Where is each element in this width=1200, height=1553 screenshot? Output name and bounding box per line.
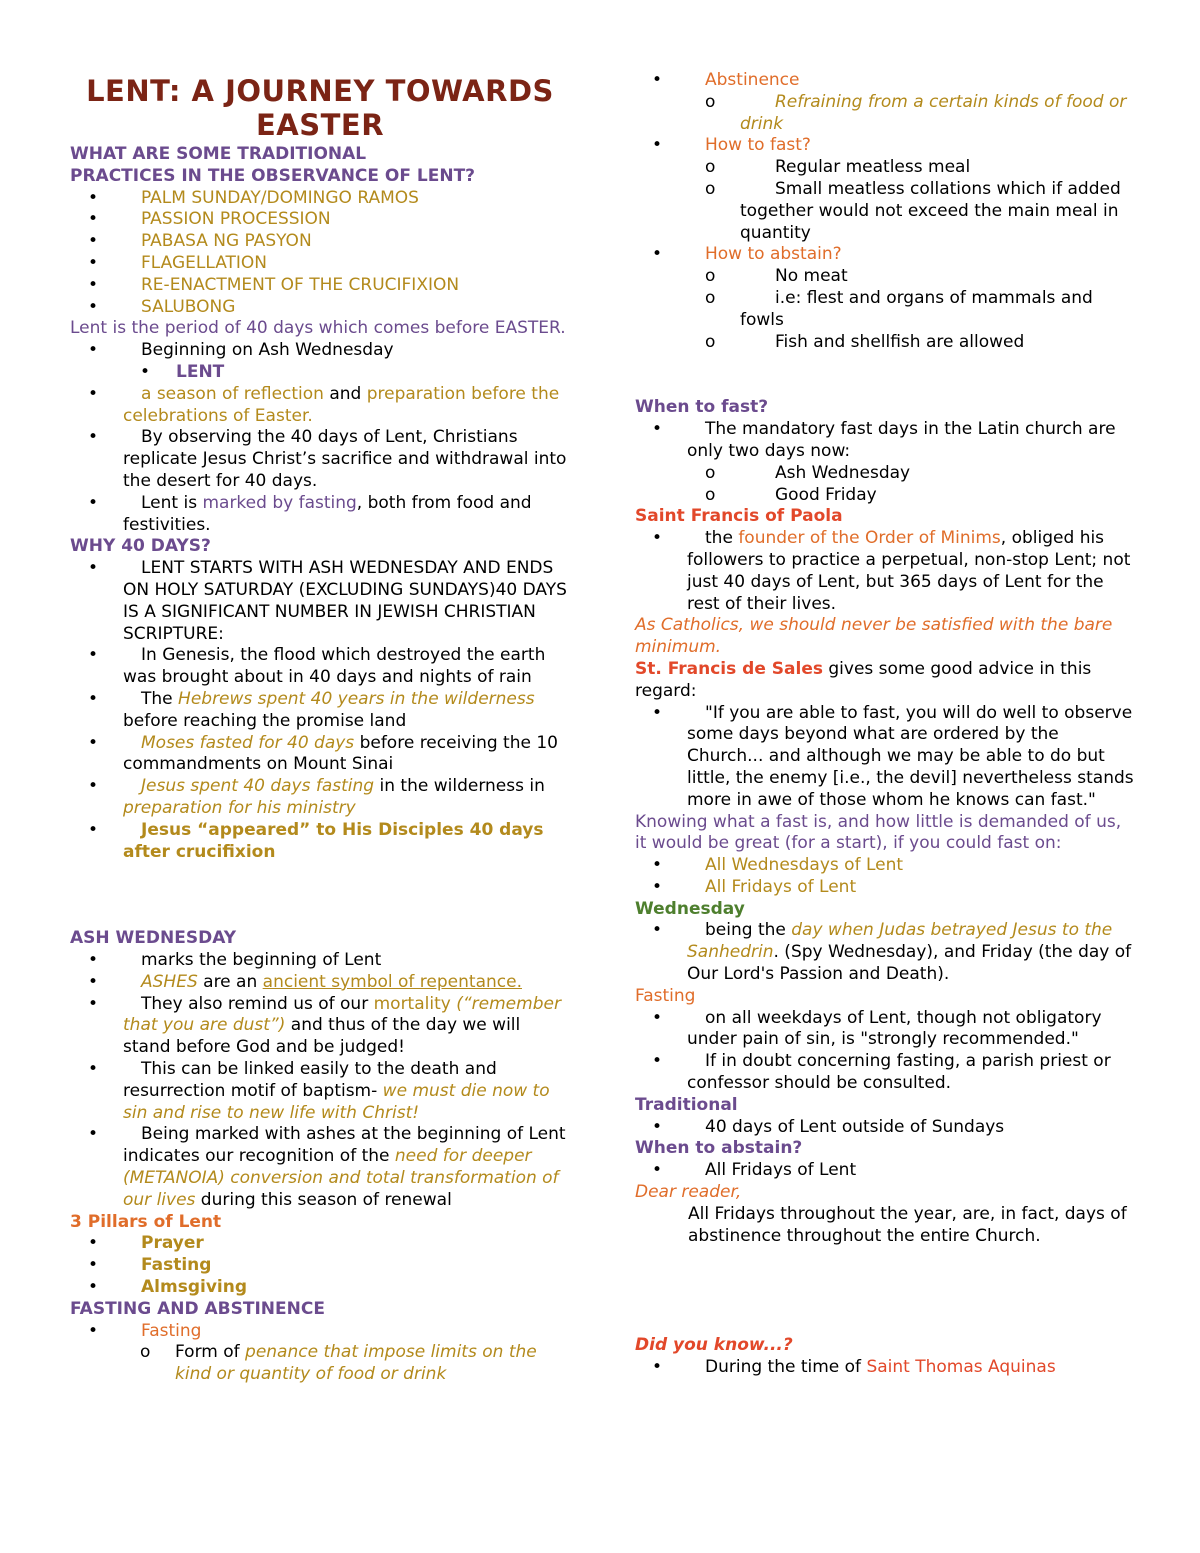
item-text — [687, 920, 1135, 985]
item-text: All Fridays of Lent — [705, 876, 857, 897]
item-text: Ash Wednesday — [775, 462, 911, 483]
item-text — [123, 972, 570, 994]
item-text: marks the beginning of Lent — [141, 950, 382, 971]
lent-list — [70, 340, 570, 536]
text-run: during this season of renewal — [195, 1189, 452, 1210]
bullet-icon: • — [88, 1059, 99, 1080]
item-text — [123, 1124, 570, 1211]
bullet-icon: • — [652, 1160, 663, 1181]
bullet-icon: • — [88, 971, 99, 992]
text-run: gives some good advice in this regard: — [635, 658, 1092, 701]
text-run: penance that impose limits on the kind or quantity of food or drink — [175, 1342, 537, 1385]
text-run: The — [141, 688, 179, 709]
list-item — [70, 972, 570, 994]
list-item — [70, 558, 570, 645]
list-item — [70, 1255, 570, 1277]
item-text: How to fast? — [705, 135, 811, 156]
list-item — [70, 1342, 570, 1386]
list-item — [635, 332, 1135, 354]
item-text: "If you are able to fast, you will do well to observe some days beyond what are ordered by the Church... and although we may be able to do but little, the enemy [i.e., the devil] nevertheless stands more in awe of those whom he knows can fast." — [687, 702, 1134, 810]
item-text: By observing the 40 days of Lent, Christians replicate Jesus Christ’s sacrifice and withdrawal into the desert for 40 days. — [123, 427, 567, 491]
list-item — [70, 362, 570, 384]
pillars-list — [70, 1233, 570, 1298]
item-text: LENT — [176, 361, 225, 382]
item-text: All Fridays of Lent — [705, 1160, 857, 1181]
list-item — [635, 135, 1135, 157]
heading-fasting: Fasting — [635, 985, 696, 1006]
item-text: Refraining from a certain kinds of food or drink — [740, 91, 1127, 134]
when-abstain-list — [635, 1160, 1135, 1182]
ash-list — [70, 950, 570, 1212]
intro-paragraph: Lent is the period of 40 days which comes before EASTER. — [70, 318, 566, 339]
bullet-icon: • — [88, 1255, 99, 1276]
item-text — [123, 384, 570, 428]
item-text — [175, 1342, 570, 1386]
dear-reader-body: All Fridays throughout the year, are, in fact, days of abstinence throughout the entire Church. — [688, 1203, 1127, 1246]
text-run: Saint Thomas Aquinas — [866, 1357, 1056, 1378]
text-run: being the — [705, 920, 792, 941]
circle-bullet-icon: o — [705, 266, 716, 287]
list-item — [70, 645, 570, 689]
list-item — [70, 1059, 570, 1124]
page-title: LENT: A JOURNEY TOWARDS EASTER — [86, 74, 554, 142]
item-text: PABASA NG PASYON — [141, 231, 312, 252]
heading-line: WHAT ARE SOME TRADITIONAL — [70, 144, 367, 164]
bullet-icon: • — [652, 920, 663, 941]
item-text: SALUBONG — [141, 296, 236, 317]
catholics-paragraph: As Catholics, we should never be satisfied with the bare minimum. — [635, 615, 1113, 658]
text-run: Being marked with ashes at the beginning of Lent indicates our recognition of the — [123, 1124, 566, 1167]
text-run: in the wilderness in — [374, 776, 545, 797]
wednesday-list — [635, 920, 1135, 985]
bullet-icon: • — [652, 70, 663, 90]
abstinence-list — [635, 70, 1135, 353]
list-item — [70, 733, 570, 777]
list-item — [70, 231, 570, 253]
bullet-icon: • — [88, 1320, 99, 1341]
list-item — [635, 855, 1135, 877]
text-run: Form of — [175, 1342, 246, 1363]
text-run: ancient symbol of repentance. — [262, 971, 522, 992]
text-run: . (Spy Wednesday), and Friday (the day of Our Lord's Passion and Death). — [687, 942, 1132, 985]
circle-bullet-icon: o — [705, 157, 716, 178]
heading-when-to-abstain: When to abstain? — [635, 1138, 803, 1159]
item-text: RE-ENACTMENT OF THE CRUCIFIXION — [141, 274, 460, 295]
list-item — [70, 253, 570, 275]
bullet-icon: • — [88, 950, 99, 971]
list-item — [70, 776, 570, 820]
text-run: During the time of — [705, 1357, 867, 1378]
bullet-icon: • — [88, 776, 99, 797]
left-column — [70, 74, 570, 1386]
list-item — [635, 877, 1135, 899]
fa-list — [70, 1321, 570, 1386]
bullet-icon: • — [88, 819, 99, 840]
bullet-icon: • — [88, 187, 99, 208]
list-item — [635, 266, 1135, 288]
text-run: a season of reflection — [141, 383, 324, 404]
item-text — [687, 528, 1135, 615]
spacer — [635, 353, 1135, 397]
sales-paragraph — [635, 659, 1135, 703]
circle-bullet-icon: o — [705, 91, 716, 112]
text-run: (“remember that you are dust”) — [123, 993, 561, 1036]
circle-bullet-icon: o — [705, 287, 716, 308]
item-text: Fasting — [141, 1320, 202, 1341]
item-text: PASSION PROCESSION — [141, 209, 331, 230]
item-text: How to abstain? — [705, 244, 842, 265]
list-item — [70, 994, 570, 1059]
item-text: on all weekdays of Lent, though not obligatory under pain of sin, is "strongly recommended." — [687, 1007, 1102, 1050]
list-item — [635, 1160, 1135, 1182]
item-text: PALM SUNDAY/DOMINGO RAMOS — [141, 187, 419, 208]
when-fast-list — [635, 419, 1135, 506]
heading-line: PRACTICES IN THE OBSERVANCE OF LENT? — [70, 165, 476, 186]
item-text — [123, 776, 570, 820]
traditional-list — [635, 1117, 1135, 1139]
did-you-know-list — [635, 1357, 1135, 1379]
list-item — [635, 1008, 1135, 1052]
quote-list — [635, 703, 1135, 812]
bullet-icon: • — [88, 732, 99, 753]
item-text — [123, 689, 570, 733]
text-run: , both from food and festivities. — [123, 492, 532, 535]
list-item — [70, 427, 570, 492]
list-item — [635, 485, 1135, 507]
circle-bullet-icon: o — [705, 331, 716, 352]
bullet-icon: • — [652, 876, 663, 897]
fasting-list — [635, 1008, 1135, 1095]
bullet-icon: • — [88, 340, 99, 361]
bullet-icon: • — [88, 1233, 99, 1254]
text-run: This can be linked easily to the death and resurrection motif of baptism- — [123, 1059, 497, 1101]
list-item — [635, 1117, 1135, 1139]
bullet-icon: • — [88, 209, 99, 230]
item-text: Almsgiving — [141, 1277, 247, 1298]
heading-fasting-abstinence: FASTING AND ABSTINENCE — [70, 1298, 325, 1319]
list-item — [635, 703, 1135, 812]
item-text: FLAGELLATION — [141, 252, 268, 273]
fast-on-list — [635, 855, 1135, 899]
text-run: Hebrews spent 40 years in the wilderness — [178, 688, 535, 709]
list-item — [70, 493, 570, 537]
bullet-icon: • — [652, 244, 663, 265]
item-text: No meat — [775, 266, 848, 287]
bullet-icon: • — [88, 492, 99, 513]
bullet-icon: • — [88, 231, 99, 252]
list-item — [70, 297, 570, 319]
text-run: before receiving the 10 commandments on Mount Sinai — [123, 732, 558, 775]
list-item — [635, 920, 1135, 985]
why-list — [70, 558, 570, 863]
bullet-icon: • — [652, 1357, 663, 1378]
heading-did-you-know: Did you know...? — [635, 1335, 793, 1356]
item-text — [123, 1059, 570, 1124]
item-text: Good Friday — [775, 484, 877, 505]
right-column — [635, 70, 1135, 1379]
list-item — [70, 1124, 570, 1211]
bullet-icon: • — [652, 1007, 663, 1028]
list-item — [635, 92, 1135, 136]
item-text: If in doubt concerning fasting, a parish priest or confessor should be consulted. — [687, 1051, 1111, 1094]
list-item — [70, 820, 570, 864]
item-text — [123, 733, 570, 777]
list-item — [70, 689, 570, 733]
bullet-icon: • — [652, 528, 663, 549]
list-item — [635, 528, 1135, 615]
knowing-paragraph: Knowing what a fast is, and how little is demanded of us, it would be great (for a start), if you could fast on: — [635, 811, 1122, 854]
item-text: Prayer — [141, 1233, 204, 1254]
list-item — [635, 1051, 1135, 1095]
item-text: The mandatory fast days in the Latin church are only two days now: — [687, 419, 1116, 461]
bullet-icon: • — [88, 296, 99, 317]
bullet-icon: • — [652, 419, 663, 440]
bullet-icon: • — [88, 1277, 99, 1298]
item-text: Abstinence — [705, 70, 800, 90]
bullet-icon: • — [652, 1116, 663, 1137]
text-run: , obliged his followers to practice a perpetual, non-stop Lent; not just 40 days of Lent, but 365 days of Lent for the rest of their lives. — [687, 528, 1131, 614]
item-text: Fasting — [141, 1255, 212, 1276]
bullet-icon: • — [88, 558, 99, 579]
bullet-icon: • — [88, 688, 99, 709]
text-run: need for deeper (METANOIA) conversion and total transformation of our lives — [123, 1146, 559, 1210]
item-text: Jesus “appeared” to His Disciples 40 days after crucifixion — [123, 819, 544, 862]
circle-bullet-icon: o — [705, 462, 716, 483]
list-item — [635, 179, 1135, 244]
list-item — [70, 950, 570, 972]
item-text: Fish and shellfish are allowed — [775, 331, 1025, 352]
list-item — [70, 1233, 570, 1255]
bullet-icon: • — [652, 855, 663, 876]
item-text: 40 days of Lent outside of Sundays — [705, 1116, 1005, 1137]
list-item — [635, 244, 1135, 266]
list-item — [635, 1357, 1135, 1379]
practices-list — [70, 188, 570, 319]
text-run: and — [323, 383, 367, 404]
item-text: LENT STARTS WITH ASH WEDNESDAY AND ENDS ON HOLY SATURDAY (EXCLUDING SUNDAYS)40 DAYS IS A SIGNIFICANT NUMBER IN JEWISH CHRISTIAN SCRIPTURE: — [123, 558, 567, 644]
bullet-icon: • — [88, 427, 99, 448]
list-item — [70, 384, 570, 428]
bullet-icon: • — [652, 1051, 663, 1072]
heading-saint-francis-paola: Saint Francis of Paola — [635, 506, 843, 527]
item-text: Small meatless collations which if added together would not exceed the main meal in quantity — [740, 178, 1121, 243]
list-item — [70, 1321, 570, 1343]
bullet-icon: • — [652, 135, 663, 156]
heading-why-40-days: WHY 40 DAYS? — [70, 536, 211, 557]
text-run: marked by fasting — [202, 492, 357, 513]
text-run: founder of the Order of Minims — [738, 528, 1001, 549]
text-run: we must die now to sin and rise to new life with Christ! — [123, 1080, 550, 1123]
paola-list — [635, 528, 1135, 615]
list-item — [70, 340, 570, 362]
list-item — [635, 463, 1135, 485]
item-text — [123, 493, 570, 537]
circle-bullet-icon: o — [705, 178, 716, 199]
list-item — [635, 419, 1135, 463]
item-text — [687, 1357, 1135, 1379]
heading-3-pillars: 3 Pillars of Lent — [70, 1211, 222, 1232]
circle-bullet-icon: o — [140, 1342, 151, 1363]
text-run: mortality — [373, 993, 451, 1014]
item-text — [123, 994, 570, 1059]
list-item — [70, 1277, 570, 1299]
list-item — [70, 275, 570, 297]
text-run: day when Judas betrayed Jesus to the Sanhedrin — [687, 920, 1113, 963]
heading-traditional-practices — [70, 144, 570, 188]
text-run: and thus of the day we will stand before God and be judged! — [123, 1015, 521, 1058]
item-text: Beginning on Ash Wednesday — [141, 340, 394, 361]
text-run: Jesus spent 40 days fasting — [141, 776, 375, 797]
text-run: Moses fasted for 40 days — [141, 732, 355, 753]
bullet-icon: • — [88, 383, 99, 404]
list-item — [70, 188, 570, 210]
item-text: All Wednesdays of Lent — [705, 855, 904, 876]
bullet-icon: • — [88, 252, 99, 273]
text-run: the — [705, 528, 739, 549]
heading-when-to-fast: When to fast? — [635, 397, 769, 418]
heading-traditional: Traditional — [635, 1094, 738, 1115]
text-run: St. Francis de Sales — [635, 658, 823, 679]
spacer — [635, 1247, 1135, 1335]
text-run: are an — [197, 971, 263, 992]
list-item — [635, 288, 1135, 332]
bullet-icon: • — [140, 361, 151, 382]
text-run: preparation for his ministry — [123, 797, 356, 818]
dear-reader: Dear reader, — [635, 1182, 742, 1203]
list-item — [70, 209, 570, 231]
text-run: preparation before the celebrations of Easter. — [123, 383, 560, 426]
item-text: Regular meatless meal — [775, 157, 971, 178]
bullet-icon: • — [88, 645, 99, 666]
list-item — [635, 157, 1135, 179]
bullet-icon: • — [652, 702, 663, 723]
heading-wednesday: Wednesday — [635, 898, 745, 919]
text-run: They also remind us of our — [141, 993, 374, 1014]
list-item — [635, 70, 1135, 92]
circle-bullet-icon: o — [705, 484, 716, 505]
text-run: before reaching the promise land — [123, 710, 407, 731]
heading-ash-wednesday: ASH WEDNESDAY — [70, 928, 237, 949]
bullet-icon: • — [88, 274, 99, 295]
text-run: Lent is — [141, 492, 203, 513]
item-text: In Genesis, the flood which destroyed the earth was brought about in 40 days and nights of rain — [123, 645, 546, 688]
item-text: i.e: flest and organs of mammals and fowls — [740, 287, 1093, 330]
text-run: ASHES — [141, 971, 198, 992]
spacer — [70, 863, 570, 928]
bullet-icon: • — [88, 1124, 99, 1145]
bullet-icon: • — [88, 993, 99, 1014]
